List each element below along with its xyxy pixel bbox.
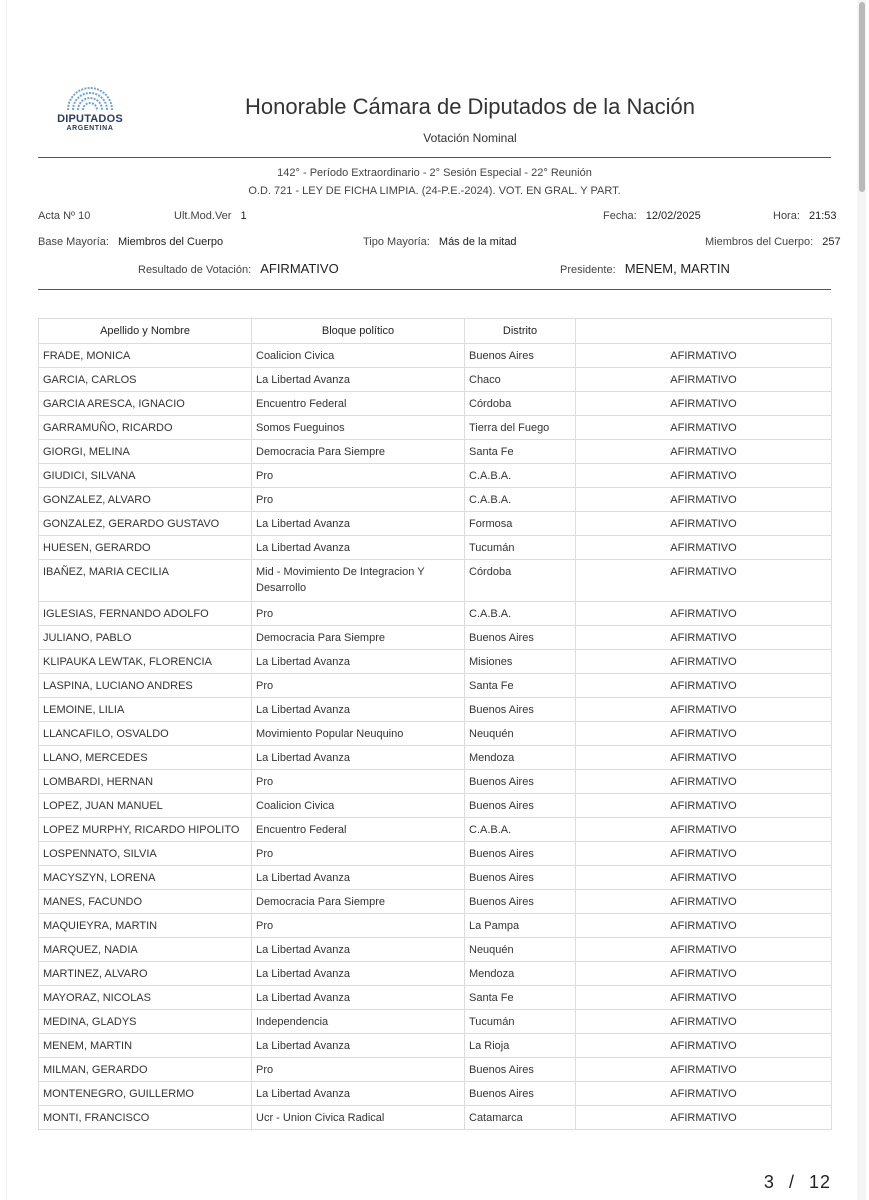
table-row bbox=[39, 626, 832, 650]
session-line-2: O.D. 721 - LEY DE FICHA LIMPIA. (24-P.E.-2024). VOT. EN GRAL. Y PART. bbox=[248, 185, 621, 197]
deputy-distrito: Mendoza bbox=[465, 746, 576, 770]
table-row bbox=[39, 464, 832, 488]
deputy-vote: AFIRMATIVO bbox=[576, 650, 832, 674]
deputy-bloque: La Libertad Avanza bbox=[252, 986, 465, 1010]
deputy-vote: AFIRMATIVO bbox=[576, 1082, 832, 1106]
deputy-bloque: Mid - Movimiento De Integracion Y Desarrollo bbox=[252, 560, 465, 602]
deputy-name: KLIPAUKA LEWTAK, FLORENCIA bbox=[39, 650, 252, 674]
ultmod-field bbox=[174, 210, 247, 222]
deputy-distrito: Córdoba bbox=[465, 560, 576, 602]
miembros-label: Miembros del Cuerpo: bbox=[705, 236, 814, 248]
deputy-vote: AFIRMATIVO bbox=[576, 866, 832, 890]
deputy-distrito: La Rioja bbox=[465, 1034, 576, 1058]
deputy-name: MENEM, MARTIN bbox=[39, 1034, 252, 1058]
resultado-label: Resultado de Votación: bbox=[138, 264, 252, 276]
deputy-name: GARCIA, CARLOS bbox=[39, 368, 252, 392]
divider bbox=[38, 289, 831, 290]
table-row bbox=[39, 890, 832, 914]
deputy-bloque: Democracia Para Siempre bbox=[252, 440, 465, 464]
deputy-name: LOSPENNATO, SILVIA bbox=[39, 842, 252, 866]
deputy-distrito: Chaco bbox=[465, 368, 576, 392]
table-row bbox=[39, 746, 832, 770]
fecha-label: Fecha: bbox=[603, 210, 637, 222]
deputy-distrito: Neuquén bbox=[465, 938, 576, 962]
deputy-vote: AFIRMATIVO bbox=[576, 986, 832, 1010]
deputy-vote: AFIRMATIVO bbox=[576, 560, 832, 602]
deputy-name: MAQUIEYRA, MARTIN bbox=[39, 914, 252, 938]
hora-field bbox=[773, 210, 837, 222]
deputy-vote: AFIRMATIVO bbox=[576, 626, 832, 650]
header-bloque: Bloque político bbox=[252, 319, 465, 344]
table-row bbox=[39, 488, 832, 512]
deputy-distrito: C.A.B.A. bbox=[465, 818, 576, 842]
deputy-bloque: La Libertad Avanza bbox=[252, 962, 465, 986]
table-row bbox=[39, 722, 832, 746]
ultmod-label: Ult.Mod.Ver bbox=[174, 210, 232, 222]
page-indicator bbox=[764, 1172, 831, 1193]
hora-value: 21:53 bbox=[808, 210, 837, 222]
deputy-name: GONZALEZ, GERARDO GUSTAVO bbox=[39, 512, 252, 536]
deputy-name: LASPINA, LUCIANO ANDRES bbox=[39, 674, 252, 698]
logo-subtitle: ARGENTINA bbox=[66, 125, 114, 132]
deputy-name: LLANCAFILO, OSVALDO bbox=[39, 722, 252, 746]
deputy-bloque: Ucr - Union Civica Radical bbox=[252, 1106, 465, 1130]
table-row bbox=[39, 1034, 832, 1058]
resultado-value: AFIRMATIVO bbox=[260, 261, 339, 276]
deputy-vote: AFIRMATIVO bbox=[576, 938, 832, 962]
deputy-bloque: La Libertad Avanza bbox=[252, 368, 465, 392]
deputy-distrito: Buenos Aires bbox=[465, 344, 576, 368]
deputy-distrito: Catamarca bbox=[465, 1106, 576, 1130]
deputy-bloque: Pro bbox=[252, 674, 465, 698]
fecha-field bbox=[603, 210, 701, 222]
table-row bbox=[39, 392, 832, 416]
deputy-distrito: Santa Fe bbox=[465, 674, 576, 698]
deputy-bloque: La Libertad Avanza bbox=[252, 1034, 465, 1058]
deputy-vote: AFIRMATIVO bbox=[576, 1106, 832, 1130]
table-row bbox=[39, 938, 832, 962]
miembros-field bbox=[705, 236, 841, 248]
deputy-distrito: Córdoba bbox=[465, 392, 576, 416]
table-row bbox=[39, 560, 832, 602]
deputy-distrito: Mendoza bbox=[465, 962, 576, 986]
deputy-name: GIUDICI, SILVANA bbox=[39, 464, 252, 488]
header-name: Apellido y Nombre bbox=[39, 319, 252, 344]
table-row bbox=[39, 1106, 832, 1130]
table-row bbox=[39, 416, 832, 440]
page-subtitle: Votación Nominal bbox=[423, 131, 517, 145]
table-row bbox=[39, 818, 832, 842]
miembros-value: 257 bbox=[822, 236, 841, 248]
acta-label: Acta Nº bbox=[38, 210, 76, 222]
deputy-name: MEDINA, GLADYS bbox=[39, 1010, 252, 1034]
deputy-vote: AFIRMATIVO bbox=[576, 488, 832, 512]
deputy-bloque: La Libertad Avanza bbox=[252, 1082, 465, 1106]
deputy-vote: AFIRMATIVO bbox=[576, 392, 832, 416]
table-row bbox=[39, 866, 832, 890]
deputy-vote: AFIRMATIVO bbox=[576, 722, 832, 746]
header-voto bbox=[576, 319, 832, 344]
fecha-value: 12/02/2025 bbox=[645, 210, 701, 222]
deputy-vote: AFIRMATIVO bbox=[576, 1058, 832, 1082]
header-distrito: Distrito bbox=[465, 319, 576, 344]
deputy-name: GARRAMUÑO, RICARDO bbox=[39, 416, 252, 440]
presidente-label: Presidente: bbox=[560, 264, 616, 276]
deputy-vote: AFIRMATIVO bbox=[576, 962, 832, 986]
deputy-distrito: Buenos Aires bbox=[465, 842, 576, 866]
deputy-distrito: Neuquén bbox=[465, 722, 576, 746]
deputy-vote: AFIRMATIVO bbox=[576, 602, 832, 626]
current-page: 3 bbox=[763, 1172, 775, 1192]
deputy-vote: AFIRMATIVO bbox=[576, 1034, 832, 1058]
deputy-distrito: Buenos Aires bbox=[465, 770, 576, 794]
deputy-bloque: Pro bbox=[252, 770, 465, 794]
deputy-vote: AFIRMATIVO bbox=[576, 794, 832, 818]
table-row bbox=[39, 512, 832, 536]
deputy-distrito: Buenos Aires bbox=[465, 698, 576, 722]
deputy-name: LLANO, MERCEDES bbox=[39, 746, 252, 770]
deputy-distrito: Formosa bbox=[465, 512, 576, 536]
deputy-bloque: Movimiento Popular Neuquino bbox=[252, 722, 465, 746]
table-row bbox=[39, 914, 832, 938]
acta-field bbox=[38, 210, 90, 222]
table-row bbox=[39, 1082, 832, 1106]
deputy-name: FRADE, MONICA bbox=[39, 344, 252, 368]
resultado-field bbox=[138, 261, 339, 276]
deputy-bloque: La Libertad Avanza bbox=[252, 698, 465, 722]
deputy-bloque: Somos Fueguinos bbox=[252, 416, 465, 440]
deputy-vote: AFIRMATIVO bbox=[576, 440, 832, 464]
deputy-distrito: Buenos Aires bbox=[465, 1082, 576, 1106]
deputy-distrito: Santa Fe bbox=[465, 440, 576, 464]
page-title: Honorable Cámara de Diputados de la Nación bbox=[244, 94, 696, 119]
total-pages: 12 bbox=[808, 1172, 831, 1192]
deputy-distrito: Buenos Aires bbox=[465, 890, 576, 914]
deputy-name: MAYORAZ, NICOLAS bbox=[39, 986, 252, 1010]
deputy-name: MARTINEZ, ALVARO bbox=[39, 962, 252, 986]
scrollbar-thumb[interactable] bbox=[859, 2, 865, 192]
deputy-bloque: Coalicion Civica bbox=[252, 344, 465, 368]
deputy-name: LOPEZ MURPHY, RICARDO HIPOLITO bbox=[39, 818, 252, 842]
deputy-name: MACYSZYN, LORENA bbox=[39, 866, 252, 890]
deputy-vote: AFIRMATIVO bbox=[576, 914, 832, 938]
deputy-vote: AFIRMATIVO bbox=[576, 416, 832, 440]
table-row bbox=[39, 962, 832, 986]
deputy-name: LEMOINE, LILIA bbox=[39, 698, 252, 722]
table-row bbox=[39, 986, 832, 1010]
table-row bbox=[39, 698, 832, 722]
session-line-1: 142° - Período Extraordinario - 2° Sesión Especial - 22° Reunión bbox=[277, 167, 592, 179]
deputy-vote: AFIRMATIVO bbox=[576, 536, 832, 560]
deputy-distrito: Buenos Aires bbox=[465, 866, 576, 890]
logo-title: DIPUTADOS bbox=[57, 113, 123, 125]
deputy-vote: AFIRMATIVO bbox=[576, 512, 832, 536]
presidente-value: MENEM, MARTIN bbox=[624, 261, 730, 276]
deputy-name: GIORGI, MELINA bbox=[39, 440, 252, 464]
deputy-bloque: La Libertad Avanza bbox=[252, 650, 465, 674]
deputy-vote: AFIRMATIVO bbox=[576, 842, 832, 866]
ultmod-value: 1 bbox=[240, 210, 247, 222]
deputy-bloque: Democracia Para Siempre bbox=[252, 890, 465, 914]
deputy-vote: AFIRMATIVO bbox=[576, 368, 832, 392]
table-row bbox=[39, 602, 832, 626]
congress-dome-icon bbox=[64, 82, 116, 112]
deputy-name: HUESEN, GERARDO bbox=[39, 536, 252, 560]
table-row bbox=[39, 794, 832, 818]
table-row bbox=[39, 1010, 832, 1034]
page-separator: / bbox=[788, 1172, 795, 1192]
deputy-distrito: Tierra del Fuego bbox=[465, 416, 576, 440]
deputy-bloque: Pro bbox=[252, 914, 465, 938]
deputy-bloque: Independencia bbox=[252, 1010, 465, 1034]
table-row bbox=[39, 674, 832, 698]
deputy-vote: AFIRMATIVO bbox=[576, 674, 832, 698]
table-row bbox=[39, 536, 832, 560]
base-value: Miembros del Cuerpo bbox=[117, 236, 224, 248]
deputy-distrito: La Pampa bbox=[465, 914, 576, 938]
deputy-name: MONTENEGRO, GUILLERMO bbox=[39, 1082, 252, 1106]
tipo-value: Más de la mitad bbox=[438, 236, 517, 248]
deputy-bloque: Pro bbox=[252, 488, 465, 512]
deputy-distrito: Buenos Aires bbox=[465, 794, 576, 818]
deputy-bloque: Encuentro Federal bbox=[252, 818, 465, 842]
table-header-row bbox=[39, 319, 832, 344]
deputy-bloque: Pro bbox=[252, 1058, 465, 1082]
deputy-bloque: Pro bbox=[252, 464, 465, 488]
deputy-bloque: Pro bbox=[252, 842, 465, 866]
deputy-name: JULIANO, PABLO bbox=[39, 626, 252, 650]
deputy-name: MARQUEZ, NADIA bbox=[39, 938, 252, 962]
deputy-bloque: Pro bbox=[252, 602, 465, 626]
deputy-vote: AFIRMATIVO bbox=[576, 464, 832, 488]
deputy-bloque: Encuentro Federal bbox=[252, 392, 465, 416]
divider bbox=[38, 157, 831, 158]
deputy-bloque: La Libertad Avanza bbox=[252, 536, 465, 560]
table-row bbox=[39, 440, 832, 464]
deputy-distrito: Tucumán bbox=[465, 536, 576, 560]
deputy-bloque: Coalicion Civica bbox=[252, 794, 465, 818]
deputy-distrito: Santa Fe bbox=[465, 986, 576, 1010]
votes-table bbox=[38, 318, 832, 1130]
deputy-name: LOMBARDI, HERNAN bbox=[39, 770, 252, 794]
deputy-distrito: C.A.B.A. bbox=[465, 464, 576, 488]
base-field bbox=[38, 236, 223, 248]
deputy-vote: AFIRMATIVO bbox=[576, 746, 832, 770]
deputy-name: LOPEZ, JUAN MANUEL bbox=[39, 794, 252, 818]
deputy-vote: AFIRMATIVO bbox=[576, 344, 832, 368]
deputy-distrito: Misiones bbox=[465, 650, 576, 674]
deputy-bloque: La Libertad Avanza bbox=[252, 746, 465, 770]
deputy-name: MILMAN, GERARDO bbox=[39, 1058, 252, 1082]
deputy-name: IGLESIAS, FERNANDO ADOLFO bbox=[39, 602, 252, 626]
table-row bbox=[39, 344, 832, 368]
deputy-distrito: Buenos Aires bbox=[465, 626, 576, 650]
deputy-bloque: La Libertad Avanza bbox=[252, 866, 465, 890]
tipo-field bbox=[363, 236, 517, 248]
deputy-name: IBAÑEZ, MARIA CECILIA bbox=[39, 560, 252, 602]
deputy-distrito: C.A.B.A. bbox=[465, 488, 576, 512]
deputy-name: MANES, FACUNDO bbox=[39, 890, 252, 914]
deputy-distrito: Buenos Aires bbox=[465, 1058, 576, 1082]
deputy-bloque: La Libertad Avanza bbox=[252, 512, 465, 536]
table-row bbox=[39, 1058, 832, 1082]
deputy-vote: AFIRMATIVO bbox=[576, 698, 832, 722]
base-label: Base Mayoría: bbox=[38, 236, 109, 248]
deputy-vote: AFIRMATIVO bbox=[576, 818, 832, 842]
deputy-distrito: Tucumán bbox=[465, 1010, 576, 1034]
diputados-logo bbox=[50, 82, 130, 142]
tipo-label: Tipo Mayoría: bbox=[363, 236, 430, 248]
table-row bbox=[39, 368, 832, 392]
deputy-name: GARCIA ARESCA, IGNACIO bbox=[39, 392, 252, 416]
table-row bbox=[39, 842, 832, 866]
deputy-bloque: La Libertad Avanza bbox=[252, 938, 465, 962]
deputy-vote: AFIRMATIVO bbox=[576, 770, 832, 794]
deputy-vote: AFIRMATIVO bbox=[576, 1010, 832, 1034]
hora-label: Hora: bbox=[773, 210, 800, 222]
table-row bbox=[39, 770, 832, 794]
deputy-vote: AFIRMATIVO bbox=[576, 890, 832, 914]
deputy-bloque: Democracia Para Siempre bbox=[252, 626, 465, 650]
deputy-name: MONTI, FRANCISCO bbox=[39, 1106, 252, 1130]
table-row bbox=[39, 650, 832, 674]
acta-value: 10 bbox=[78, 210, 91, 222]
deputy-name: GONZALEZ, ALVARO bbox=[39, 488, 252, 512]
presidente-field bbox=[560, 261, 730, 276]
deputy-distrito: C.A.B.A. bbox=[465, 602, 576, 626]
